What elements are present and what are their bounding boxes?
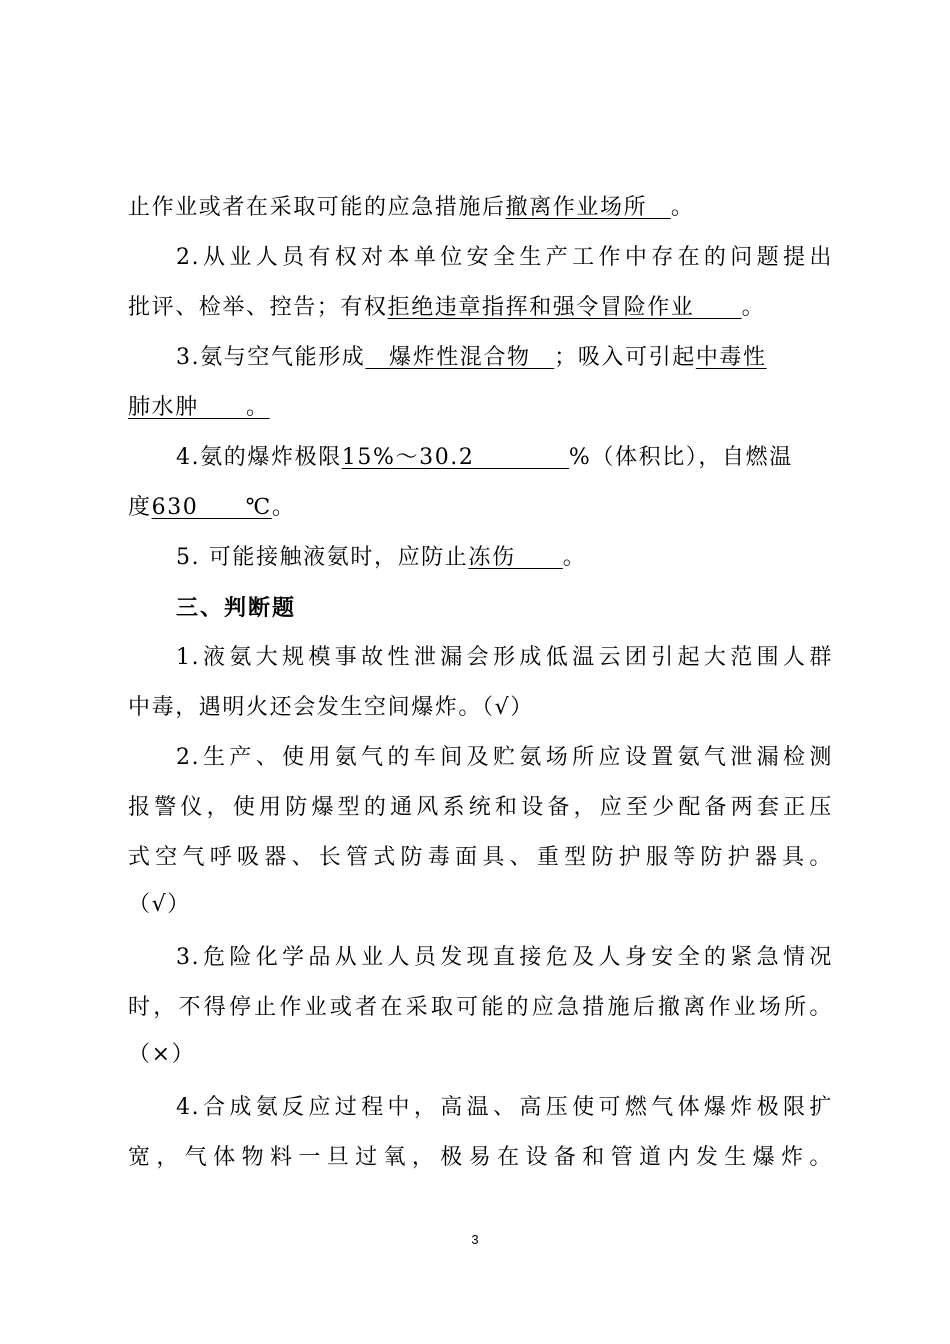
fill-in-item-1-continuation bbox=[128, 193, 833, 223]
item4-text-2: 度 bbox=[128, 495, 152, 520]
page-number: 3 bbox=[471, 1232, 479, 1247]
tf-question-2-line-2: 报警仪，使用防爆型的通风系统和设备，应至少配备两套正压 bbox=[128, 795, 833, 820]
fill-in-item-2-line-2 bbox=[128, 293, 833, 323]
item3-answer-1: 爆炸性混合物 bbox=[365, 345, 555, 370]
item1-tail: 。 bbox=[670, 195, 695, 220]
tf-question-1-line-1: 1.液氨大规模事故性泄漏会形成低温云团引起大范围人群 bbox=[176, 645, 833, 670]
item3-answer-2-cont: 肺水肿 。 bbox=[128, 395, 270, 420]
item4-answer-1: 15%～30.2 bbox=[341, 445, 569, 470]
item3-middle: ；吸入可引起 bbox=[554, 345, 696, 370]
fill-in-item-4-line-2 bbox=[128, 493, 833, 523]
item4-unit: ℃ bbox=[245, 495, 272, 520]
fill-in-item-3-line-1 bbox=[176, 343, 833, 373]
tf-question-1-line-2: 中毒，遇明火还会发生空间爆炸。（√） bbox=[128, 695, 534, 720]
fill-in-item-3-line-2 bbox=[128, 393, 833, 423]
item1-answer: 撤离作业场所 bbox=[505, 195, 671, 220]
item4-text: 4.氨的爆炸极限 bbox=[176, 445, 342, 470]
item3-answer-2: 中毒性 bbox=[695, 345, 767, 370]
fill-in-item-5 bbox=[176, 543, 833, 573]
tf-question-2-line-3: 式空气呼吸器、长管式防毒面具、重型防护服等防护器具。 bbox=[128, 845, 833, 870]
fill-in-item-2-line-1: 2.从业人员有权对本单位安全生产工作中存在的问题提出 bbox=[176, 245, 833, 270]
tf-question-4-line-1: 4.合成氨反应过程中，高温、高压使可燃气体爆炸极限扩 bbox=[176, 1095, 833, 1120]
item4-middle: %（体积比），自燃温 bbox=[568, 445, 793, 470]
item2-tail: 。 bbox=[741, 295, 766, 320]
tf-question-3-line-3: （×） bbox=[128, 1042, 196, 1067]
item1-text: 止作业或者在采取可能的应急措施后 bbox=[128, 195, 506, 220]
tf-question-4-line-2: 宽，气体物料一旦过氧，极易在设备和管道内发生爆炸。 bbox=[128, 1145, 833, 1170]
item4-tail: 。 bbox=[271, 495, 296, 520]
item5-answer: 冻伤 bbox=[468, 545, 563, 570]
section-heading-true-false: 三、判断题 bbox=[176, 595, 297, 621]
item4-answer-2: 630 bbox=[151, 495, 246, 520]
tf-question-3-line-2: 时，不得停止作业或者在采取可能的应急措施后撤离作业场所。 bbox=[128, 995, 833, 1020]
item2-answer: 拒绝违章指挥和强令冒险作业 bbox=[387, 295, 742, 320]
tf-question-2-line-4: （√） bbox=[128, 892, 191, 917]
fill-in-item-4-line-1 bbox=[176, 443, 833, 473]
item5-tail: 。 bbox=[562, 545, 587, 570]
item5-text: 5. 可能接触液氨时，应防止 bbox=[176, 545, 469, 570]
item3-text: 3.氨与空气能形成 bbox=[176, 345, 366, 370]
item2-text: 批评、检举、控告；有权 bbox=[128, 295, 388, 320]
tf-question-3-line-1: 3.危险化学品从业人员发现直接危及人身安全的紧急情况 bbox=[176, 945, 833, 970]
tf-question-2-line-1: 2.生产、使用氨气的车间及贮氨场所应设置氨气泄漏检测 bbox=[176, 745, 833, 770]
